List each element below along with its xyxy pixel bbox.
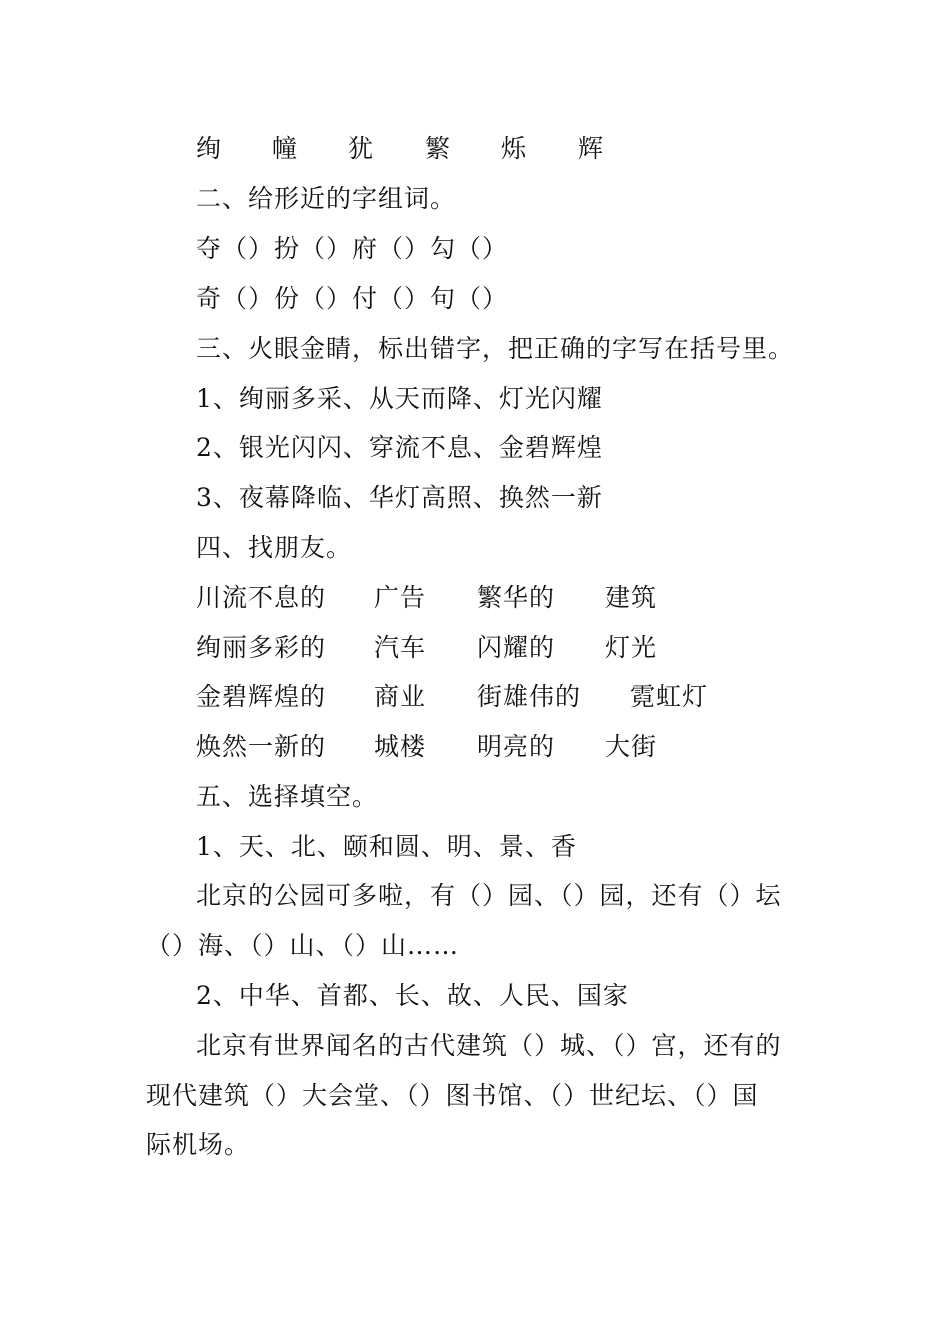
section-4-title: 四、找朋友。: [196, 533, 353, 562]
match-phrase: 金碧辉煌的: [196, 682, 327, 711]
section-2-row-1: 夺（）扮（）府（）勾（）: [196, 234, 509, 263]
match-noun: 汽车: [374, 633, 427, 662]
match-phrase: 明亮的: [477, 732, 556, 761]
character-2: 幢: [272, 134, 299, 163]
question-2-sentence-line-2: 现代建筑（）大会堂、（）图书馆、（）世纪坛、（）国: [146, 1081, 759, 1110]
character-5: 烁: [501, 134, 528, 163]
match-noun: 大街: [605, 732, 658, 761]
match-phrase: 繁华的: [477, 583, 556, 612]
match-phrase: 焕然一新的: [196, 732, 327, 761]
match-noun: 城楼: [374, 732, 427, 761]
match-noun: 建筑: [605, 583, 658, 612]
character-6: 辉: [578, 134, 605, 163]
match-noun: 霓虹灯: [630, 682, 709, 711]
question-2-options: 2、中华、首都、长、故、人民、国家: [196, 981, 629, 1010]
section-3-title: 三、火眼金睛，标出错字，把正确的字写在括号里。: [196, 334, 795, 363]
match-noun: 商业: [374, 682, 427, 711]
match-phrase: 闪耀的: [477, 633, 556, 662]
question-1-options: 1、天、北、颐和圆、明、景、香: [196, 832, 577, 861]
match-noun: 广告: [374, 583, 427, 612]
question-2-sentence-line-1: 北京有世界闻名的古代建筑（）城、（）宫，还有的: [196, 1031, 782, 1060]
question-1-sentence-line-1: 北京的公园可多啦，有（）园、（）园，还有（）坛: [196, 881, 782, 910]
section-2-title: 二、给形近的字组词。: [196, 184, 457, 213]
match-noun: 灯光: [605, 633, 658, 662]
section-5-title: 五、选择填空。: [196, 782, 379, 811]
section-2-row-2: 奇（）份（）付（）句（）: [196, 284, 509, 313]
section-3-item-3: 3、夜幕降临、华灯高照、换然一新: [196, 483, 603, 512]
character-4: 繁: [425, 134, 452, 163]
question-1-sentence-line-2: （）海、（）山、（）山……: [146, 931, 460, 960]
section-3-item-1: 1、绚丽多采、从天而降、灯光闪耀: [196, 384, 603, 413]
question-2-sentence-line-3: 际机场。: [146, 1130, 251, 1159]
section-3-item-2: 2、银光闪闪、穿流不息、金碧辉煌: [196, 433, 603, 462]
character-1: 绚: [196, 134, 223, 163]
match-phrase: 街雄伟的: [477, 682, 582, 711]
character-3: 犹: [348, 134, 375, 163]
match-phrase: 川流不息的: [196, 583, 327, 612]
match-phrase: 绚丽多彩的: [196, 633, 327, 662]
